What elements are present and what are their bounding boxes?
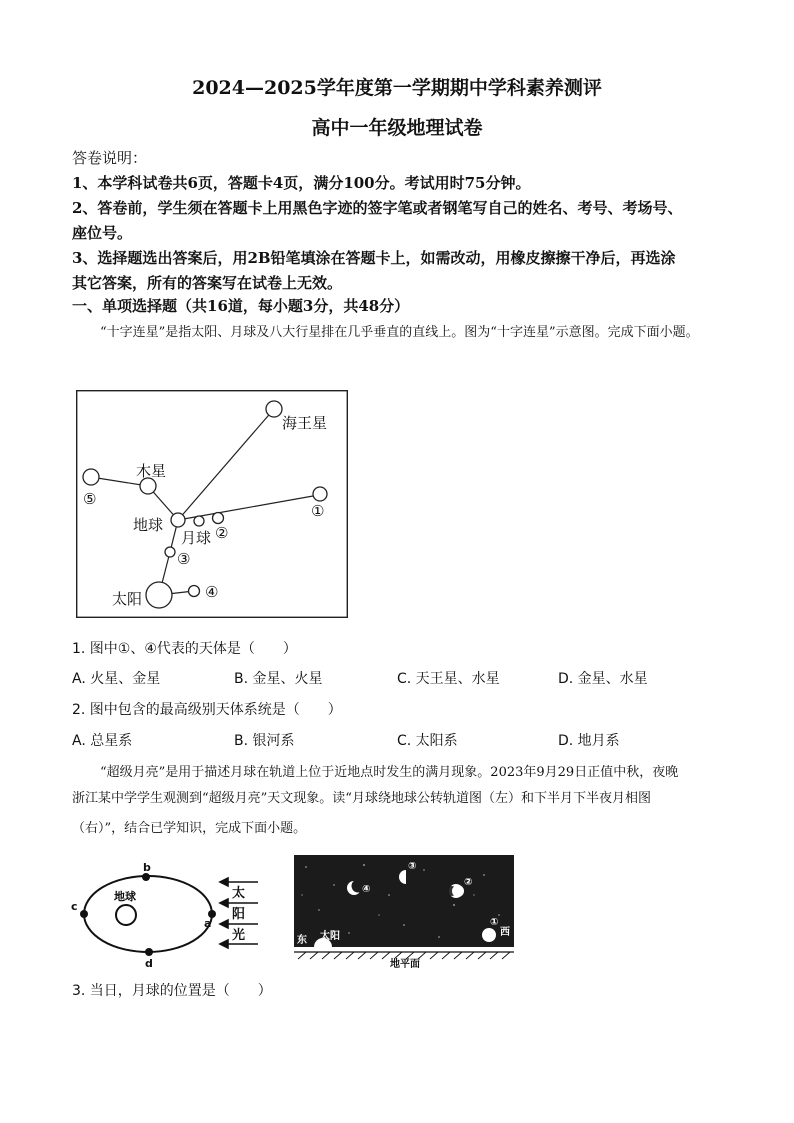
body-4-circle: [189, 586, 200, 597]
instructions-heading: 答卷说明：: [72, 149, 148, 167]
point-b-label: b: [143, 861, 151, 874]
option-b[interactable]: B. 银河系: [234, 733, 295, 749]
instruction-line: 2、答卷前，学生须在答题卡上用黑色字迹的签字笔或者钢笔写自己的姓名、考号、考场号、: [72, 199, 683, 217]
option-c[interactable]: C. 太阳系: [397, 733, 458, 749]
marker-1-label: ①: [311, 502, 325, 520]
exam-title: 2024—2025学年度第一学期期中学科素养测评: [192, 77, 602, 99]
sunlight-label: 光: [232, 928, 246, 943]
moon-circle: [194, 516, 204, 526]
moon-2-label: ②: [464, 877, 473, 888]
sun-label: 太阳: [320, 931, 340, 942]
sun-label: 太阳: [112, 590, 143, 608]
point-c: [80, 910, 88, 918]
ground-label: 地平面: [390, 959, 420, 969]
marker-5-label: ⑤: [83, 490, 97, 508]
earth-label: 地球: [114, 890, 136, 903]
sunlight-label: 太: [232, 886, 246, 901]
sunlight-label: 阳: [232, 907, 246, 922]
option-c[interactable]: C. 天王星、水星: [397, 671, 500, 687]
option-b[interactable]: B. 金星、火星: [234, 671, 323, 687]
body-2-circle: [213, 513, 224, 524]
section-heading: 一、单项选择题（共16道，每小题3分，共48分）: [72, 297, 410, 315]
instruction-line: 1、本学科试卷共6页，答题卡4页，满分100分。考试用时75分钟。: [72, 174, 531, 192]
marker-3-label: ③: [177, 550, 191, 568]
passage-2-line: 浙江某中学学生观测到“超级月亮”天文现象。读“月球绕地球公转轨道图（左）和下半月下半夜月相图: [72, 791, 651, 806]
instruction-line: 座位号。: [72, 224, 133, 242]
passage-1: “十字连星”是指太阳、月球及八大行星排在几乎垂直的直线上。图为“十字连星”示意图。完成下面小题。: [100, 325, 699, 340]
neptune-label: 海王星: [282, 414, 328, 432]
point-a-label: a: [204, 917, 212, 930]
question-3-stem: 3. 当日，月球的位置是（ ）: [72, 983, 272, 999]
body-3-circle: [165, 547, 175, 557]
passage-2-line: （右）”，结合已学知识，完成下面小题。: [72, 821, 307, 836]
neptune-circle: [266, 401, 282, 417]
jupiter-label: 木星: [136, 462, 167, 480]
cross-alignment-diagram: [76, 390, 348, 618]
moon-label: 月球: [181, 529, 212, 547]
option-d[interactable]: D. 地月系: [558, 733, 620, 749]
marker-2-label: ②: [215, 524, 229, 542]
earth-circle: [171, 513, 185, 527]
exam-subtitle: 高中一年级地理试卷: [311, 117, 483, 139]
passage-2-line: “超级月亮”是用于描述月球在轨道上位于近地点时发生的满月现象。2023年9月29日正值中秋，夜晚: [100, 765, 679, 780]
moon-3-label: ③: [408, 861, 417, 872]
west-label: 西: [500, 927, 510, 938]
option-a[interactable]: A. 火星、金星: [72, 671, 161, 687]
moon-1-label: ①: [490, 917, 499, 928]
point-b: [142, 873, 150, 881]
question-1-stem: 1. 图中①、④代表的天体是（ ）: [72, 641, 297, 657]
option-d[interactable]: D. 金星、水星: [558, 671, 648, 687]
point-d: [145, 948, 153, 956]
moon-phase-diagram: [294, 855, 516, 969]
option-a[interactable]: A. 总星系: [72, 733, 133, 749]
instruction-line: 3、选择题选出答案后，用2B铅笔填涂在答题卡上，如需改动，用橡皮擦擦干净后，再选涂: [72, 249, 676, 267]
marker-4-label: ④: [205, 583, 219, 601]
moon-4-label: ④: [362, 884, 371, 895]
earth-label: 地球: [133, 516, 164, 534]
body-5-circle: [83, 469, 99, 485]
jupiter-circle: [140, 478, 156, 494]
sun-circle: [146, 582, 172, 608]
question-2-stem: 2. 图中包含的最高级别天体系统是（ ）: [72, 702, 342, 718]
earth-circle: [116, 905, 136, 925]
east-label: 东: [297, 935, 307, 946]
instruction-line: 其它答案，所有的答案写在试卷上无效。: [72, 274, 343, 292]
point-d-label: d: [145, 957, 153, 970]
body-1-circle: [313, 487, 327, 501]
point-c-label: c: [71, 900, 78, 913]
lunar-orbit-diagram: [68, 858, 268, 970]
